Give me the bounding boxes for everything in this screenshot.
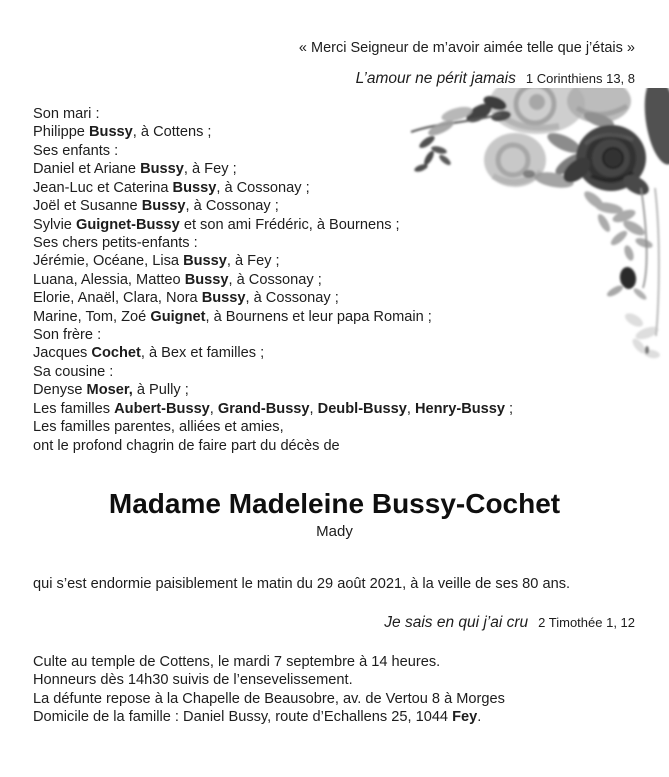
ceremony-line: [33, 708, 505, 726]
family-surname-bold: Grand-Bussy: [217, 400, 310, 417]
text-segment: , à Fey ;: [226, 253, 280, 270]
family-line: [33, 400, 513, 418]
text-segment: Joël et Susanne: [33, 198, 142, 215]
text-segment: Son mari :: [33, 106, 100, 122]
text-segment: Culte au temple de Cottens, le mardi 7 septembre à 14 heures.: [33, 654, 441, 670]
text-segment: Denyse: [33, 382, 87, 399]
text-segment: , à Cossonay ;: [228, 271, 322, 288]
family-line: [33, 271, 513, 289]
family-line: [33, 418, 513, 436]
text-segment: .: [477, 709, 482, 726]
text-segment: à Pully ;: [132, 382, 189, 399]
text-segment: et son ami Frédéric, à Bournens ;: [179, 216, 400, 233]
text-segment: Ses chers petits-enfants :: [33, 234, 198, 251]
family-line: [33, 326, 513, 344]
family-line: [33, 197, 513, 215]
family-line: [33, 160, 513, 178]
text-segment: Son frère :: [33, 327, 102, 344]
text-segment: Les familles: [33, 400, 115, 417]
family-surname-bold: Cochet: [91, 345, 141, 362]
family-line: [33, 234, 513, 252]
family-line: [33, 105, 513, 123]
deceased-name-title: Madame Madeleine Bussy-Cochet: [108, 488, 561, 519]
text-segment: ,: [209, 400, 218, 417]
text-segment: Luana, Alessia, Matteo: [33, 271, 185, 288]
text-segment: ,: [406, 400, 415, 417]
text-segment: Domicile de la famille : Daniel Bussy, route d’Echallens 25, 1044: [33, 709, 453, 726]
text-segment: Daniel et Ariane: [33, 161, 141, 178]
scripture-verse-faith: [384, 614, 635, 632]
verse-text: L’amour ne périt jamais: [355, 70, 516, 87]
ceremony-line: [33, 690, 505, 708]
family-surname-bold: Bussy: [184, 271, 229, 288]
family-surname-bold: Fey: [452, 709, 478, 726]
family-surname-bold: Aubert-Bussy: [114, 400, 210, 417]
family-surname-bold: Bussy: [88, 124, 133, 141]
text-segment: , à Cossonay ;: [185, 198, 279, 215]
family-surname-bold: Bussy: [183, 253, 227, 270]
verse-reference: 2 Timothée 1, 12: [538, 615, 635, 630]
family-line: [33, 179, 513, 197]
text-segment: Philippe: [33, 124, 89, 141]
family-surname-bold: Henry-Bussy: [414, 400, 505, 417]
text-segment: Honneurs dès 14h30 suivis de l’ensevelissement.: [33, 672, 353, 689]
ceremony-details: [33, 653, 505, 727]
family-line: [33, 437, 513, 455]
text-segment: Marine, Tom, Zoé: [33, 308, 151, 325]
text-segment: La défunte repose à la Chapelle de Beausobre, av. de Vertou 8 à Morges: [33, 690, 505, 707]
family-surname-bold: Deubl-Bussy: [317, 400, 407, 417]
text-segment: , à Cossonay ;: [245, 290, 339, 307]
text-segment: Ses enfants :: [33, 142, 119, 159]
deceased-nickname: Mady: [316, 523, 353, 540]
text-segment: ;: [505, 400, 514, 417]
family-line: [33, 142, 513, 160]
text-segment: , à Cottens ;: [132, 124, 212, 141]
text-segment: Sylvie: [33, 216, 76, 233]
text-segment: ont le profond chagrin de faire part du décès de: [33, 437, 340, 454]
family-surname-bold: Bussy: [172, 179, 217, 196]
opening-quote: « Merci Seigneur de m’avoir aimée telle que j’étais »: [298, 40, 635, 56]
family-surname-bold: Guignet: [150, 308, 206, 325]
family-line: [33, 252, 513, 270]
text-segment: Jérémie, Océane, Lisa: [33, 253, 184, 270]
ceremony-line: [33, 671, 505, 689]
scripture-verse-love: [356, 70, 635, 88]
family-line: [33, 363, 513, 381]
text-segment: , à Bournens et leur papa Romain ;: [205, 308, 432, 325]
text-segment: ,: [309, 400, 318, 417]
family-surname-bold: Moser,: [86, 382, 133, 399]
family-line: [33, 289, 513, 307]
family-line: [33, 216, 513, 234]
ceremony-line: [33, 653, 505, 671]
text-segment: , à Fey ;: [183, 161, 237, 178]
family-surname-bold: Bussy: [140, 161, 184, 178]
text-segment: , à Bex et familles ;: [140, 345, 265, 362]
verse-reference: 1 Corinthiens 13, 8: [525, 71, 635, 86]
death-statement: qui s’est endormie paisiblement le matin du 29 août 2021, à la veille de ses 80 ans.: [33, 576, 571, 592]
family-line: [33, 123, 513, 141]
family-line: [33, 344, 513, 362]
text-segment: Jacques: [33, 345, 92, 362]
text-segment: Sa cousine :: [33, 363, 114, 380]
text-segment: , à Cossonay ;: [216, 179, 310, 196]
text-segment: Elorie, Anaël, Clara, Nora: [33, 290, 202, 307]
family-surname-bold: Guignet-Bussy: [75, 216, 180, 233]
text-segment: Les familles parentes, alliées et amies,: [33, 419, 284, 436]
family-surname-bold: Bussy: [201, 290, 246, 307]
family-announcement-list: [33, 105, 513, 455]
family-line: [33, 308, 513, 326]
family-surname-bold: Bussy: [141, 198, 186, 215]
family-line: [33, 381, 513, 399]
verse-text: Je sais en qui j’ai cru: [384, 614, 529, 631]
text-segment: Jean-Luc et Caterina: [33, 179, 173, 196]
